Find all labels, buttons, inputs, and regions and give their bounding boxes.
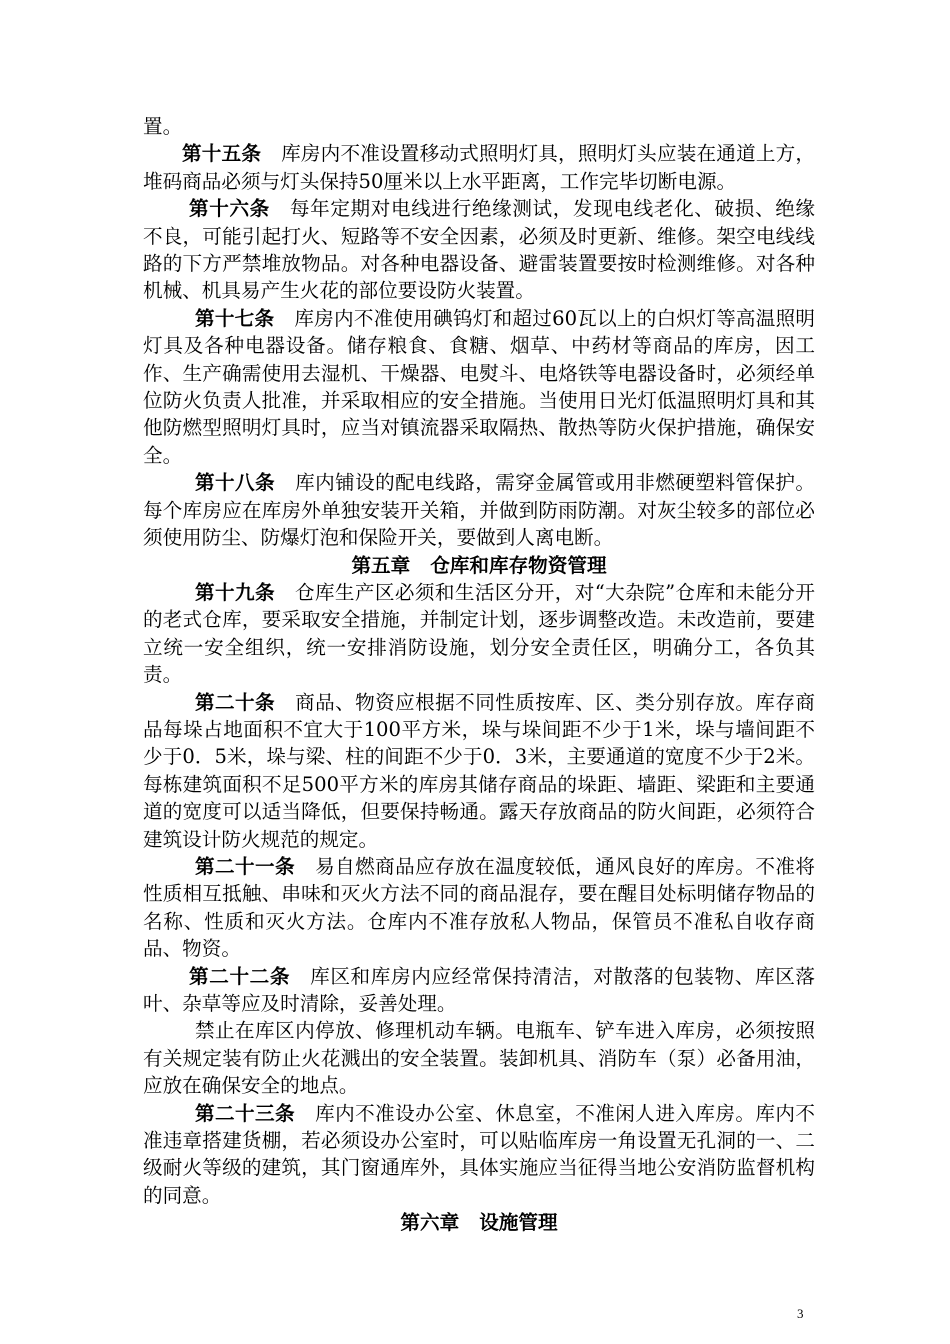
- article-text: 禁止在库区内停放、修理机动车辆。电瓶车、铲车进入库房，必须按照有关规定装有防止火花溅出的安全装置。装卸机具、消防车（泵）必备用油，应放在确保安全的地点。: [143, 1019, 815, 1098]
- article-text: 商品、物资应根据不同性质按库、区、类分别存放。库存商品每垛占地面积不宜大于100平方米，垛与垛间距不少于1米，垛与墙间距不少于0．5米，垛与梁、柱的间距不少于0．3米，主要通道的宽度不少于2米。每栋建筑面积不足500平方米的库房其储存商品的垛距、墙距、梁距和主要通道的宽度可以适当降低，但要保持畅通。露天存放商品的防火间距，必须符合建筑设计防火规范的规定。: [143, 690, 816, 851]
- article-text: 置。: [143, 115, 183, 138]
- article-number: 第十八条: [195, 471, 276, 495]
- article-number: 第二十三条: [195, 1101, 296, 1125]
- article-paragraph: [143, 689, 815, 853]
- chapter-number: 第六章: [400, 1211, 460, 1235]
- chapter-heading: [143, 1209, 815, 1236]
- article-text: 每年定期对电线进行绝缘测试，发现电线老化、破损、绝缘不良，可能引起打火、短路等不安全因素，必须及时更新、维修。架空电线线路的下方严禁堆放物品。对各种电器设备、避雷装置要按时检测维修。对各种机械、机具易产生火花的部位要设防火装置。: [143, 197, 816, 303]
- article-paragraph: [143, 579, 815, 689]
- chapter-title: 设施管理: [479, 1211, 558, 1235]
- article-number: 第二十二条: [189, 964, 291, 988]
- article-text: 易自燃商品应存放在温度较低，通风良好的库房。不准将性质相互抵触、串味和灭火方法不同的商品混存，要在醒目处标明储存物品的名称、性质和灭火方法。仓库内不准存放私人物品，保管员不准私自收存商品、物资。: [143, 854, 816, 961]
- article-number: 第二十一条: [195, 854, 296, 878]
- document-body: [143, 113, 815, 1237]
- article-number: 第十五条: [182, 142, 262, 166]
- chapter-title: 仓库和库存物资管理: [430, 553, 607, 577]
- article-paragraph: [143, 305, 815, 469]
- article-number: 第十七条: [195, 306, 275, 330]
- article-paragraph: [143, 853, 815, 963]
- article-text: 仓库生产区必须和生活区分开，对“大杂院”仓库和未能分开的老式仓库，要采取安全措施，并制定计划，逐步调整改造。未改造前，要建立统一安全组织，统一安排消防设施，划分安全责任区，明确分工，各负其责。: [143, 580, 815, 687]
- article-paragraph: [143, 195, 815, 305]
- article-number: 第二十条: [195, 690, 276, 714]
- article-paragraph: [143, 140, 815, 195]
- article-text: 库房内不准设置移动式照明灯具，照明灯头应装在通道上方，堆码商品必须与灯头保持50厘米以上水平距离，工作完毕切断电源。: [143, 142, 816, 193]
- article-paragraph: [143, 1017, 815, 1099]
- chapter-heading: [143, 552, 815, 579]
- article-number: 第十六条: [189, 197, 270, 221]
- article-paragraph: [143, 469, 815, 551]
- article-text: 库区和库房内应经常保持清洁，对散落的包装物、库区落叶、杂草等应及时清除，妥善处理。: [143, 964, 816, 1015]
- article-paragraph: [143, 113, 815, 140]
- chapter-number: 第五章: [351, 553, 411, 577]
- page-number: 3: [797, 1306, 804, 1321]
- article-text: 库内铺设的配电线路，需穿金属管或用非燃硬塑料管保护。每个库房应在库房外单独安装开关箱，并做到防雨防潮。对灰尘较多的部位必须使用防尘、防爆灯泡和保险开关，要做到人离电断。: [143, 471, 816, 550]
- article-paragraph: [143, 1100, 815, 1210]
- article-number: 第十九条: [195, 580, 275, 604]
- article-paragraph: [143, 963, 815, 1018]
- article-text: 库内不准设办公室、休息室，不准闲人进入库房。库内不准违章搭建货棚，若必须设办公室时，可以贴临库房一角设置无孔洞的一、二级耐火等级的建筑，其门窗通库外，具体实施应当征得当地公安消防监督机构的同意。: [143, 1101, 816, 1207]
- article-text: 库房内不准使用碘钨灯和超过60瓦以上的白炽灯等高温照明灯具及各种电器设备。储存粮食、食糖、烟草、中药材等商品的库房，因工作、生产确需使用去湿机、干燥器、电熨斗、电烙铁等电器设备时，必须经单位防火负责人批准，并采取相应的安全措施。当使用日光灯低温照明灯具和其他防燃型照明灯具时，应当对镇流器采取隔热、散热等防火保护措施，确保安全。: [143, 306, 816, 467]
